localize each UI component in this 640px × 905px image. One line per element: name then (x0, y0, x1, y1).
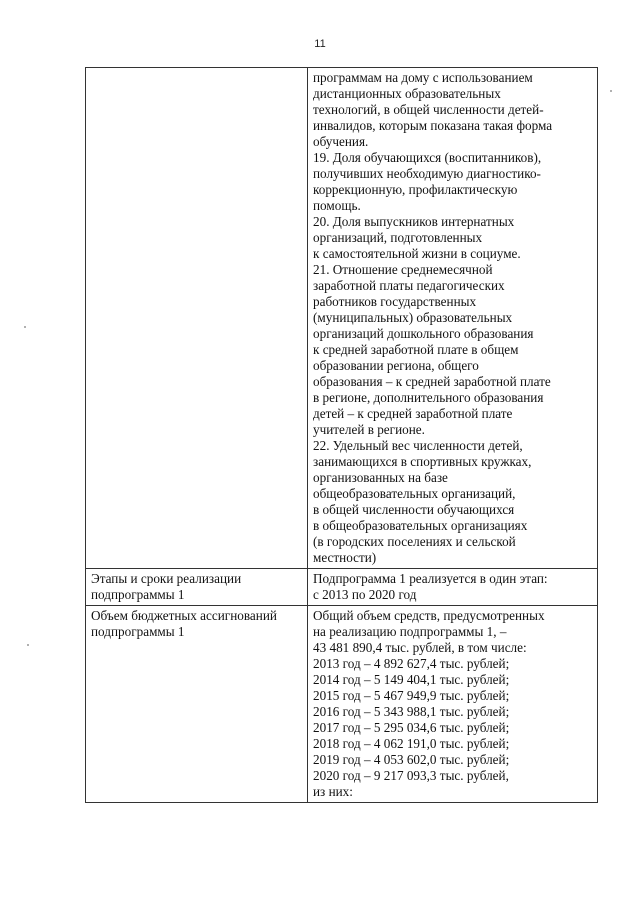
text-line: 2015 год – 5 467 949,9 тыс. рублей; (313, 688, 510, 703)
text-line: Общий объем средств, предусмотренных (313, 608, 545, 623)
scan-speck (610, 90, 612, 92)
text-line: к средней заработной плате в общем (313, 342, 519, 357)
text-line: 2019 год – 4 053 602,0 тыс. рублей; (313, 752, 510, 767)
text-line: организаций, подготовленных (313, 230, 483, 245)
text-line: 22. Удельный вес численности детей, (313, 438, 523, 453)
text-line: Подпрограмма 1 реализуется в один этап: (313, 571, 548, 586)
text-line: организованных на базе (313, 470, 448, 485)
parameter-value-cell (308, 606, 598, 803)
text-line: 20. Доля выпускников интернатных (313, 214, 515, 229)
text-line: в общеобразовательных организациях (313, 518, 528, 533)
parameter-name-cell (86, 569, 308, 606)
parameter-value-cell (308, 68, 598, 569)
text-line: 2017 год – 5 295 034,6 тыс. рублей; (313, 720, 510, 735)
table-row (86, 569, 598, 606)
text-line: учителей в регионе. (313, 422, 425, 437)
text-line: Объем бюджетных ассигнований (91, 608, 277, 623)
text-line: образовании региона, общего (313, 358, 479, 373)
text-line: из них: (313, 784, 353, 799)
text-line: (в городских поселениях и сельской (313, 534, 516, 549)
text-line: в общей численности обучающихся (313, 502, 515, 517)
text-line: детей – к средней заработной плате (313, 406, 513, 421)
text-line: обучения. (313, 134, 369, 149)
text-line: подпрограммы 1 (91, 624, 185, 639)
text-line: 43 481 890,4 тыс. рублей, в том числе: (313, 640, 527, 655)
text-line: 2014 год – 5 149 404,1 тыс. рублей; (313, 672, 510, 687)
text-line: с 2013 по 2020 год (313, 587, 417, 602)
text-line: 2020 год – 9 217 093,3 тыс. рублей, (313, 768, 509, 783)
passport-table-body (86, 68, 598, 803)
text-line: организаций дошкольного образования (313, 326, 534, 341)
text-line: дистанционных образовательных (313, 86, 501, 101)
text-line: коррекционную, профилактическую (313, 182, 518, 197)
text-line: образования – к средней заработной плате (313, 374, 551, 389)
table-row (86, 606, 598, 803)
parameter-value-cell (308, 569, 598, 606)
text-line: в регионе, дополнительного образования (313, 390, 544, 405)
text-line: программам на дому с использованием (313, 70, 533, 85)
text-line: работников государственных (313, 294, 477, 309)
table-row (86, 68, 598, 569)
text-line: 2018 год – 4 062 191,0 тыс. рублей; (313, 736, 510, 751)
text-line: подпрограммы 1 (91, 587, 185, 602)
text-line: 19. Доля обучающихся (воспитанников), (313, 150, 542, 165)
text-line: заработной платы педагогических (313, 278, 505, 293)
text-line: помощь. (313, 198, 361, 213)
text-line: местности) (313, 550, 377, 565)
text-line: 2016 год – 5 343 988,1 тыс. рублей; (313, 704, 510, 719)
scan-speck (27, 644, 29, 646)
text-line: к самостоятельной жизни в социуме. (313, 246, 521, 261)
parameter-name-cell (86, 606, 308, 803)
text-line: 21. Отношение среднемесячной (313, 262, 493, 277)
text-line: технологий, в общей численности детей- (313, 102, 544, 117)
text-line: на реализацию подпрограммы 1, – (313, 624, 507, 639)
page-number: 11 (314, 38, 326, 50)
text-line: общеобразовательных организаций, (313, 486, 516, 501)
text-line: занимающихся в спортивных кружках, (313, 454, 532, 469)
text-line: (муниципальных) образовательных (313, 310, 513, 325)
scan-speck (24, 326, 26, 328)
text-line: инвалидов, которым показана такая форма (313, 118, 553, 133)
parameter-name-cell (86, 68, 308, 569)
text-line: получивших необходимую диагностико- (313, 166, 541, 181)
text-line: 2013 год – 4 892 627,4 тыс. рублей; (313, 656, 510, 671)
passport-table (85, 67, 598, 803)
text-line: Этапы и сроки реализации (91, 571, 242, 586)
